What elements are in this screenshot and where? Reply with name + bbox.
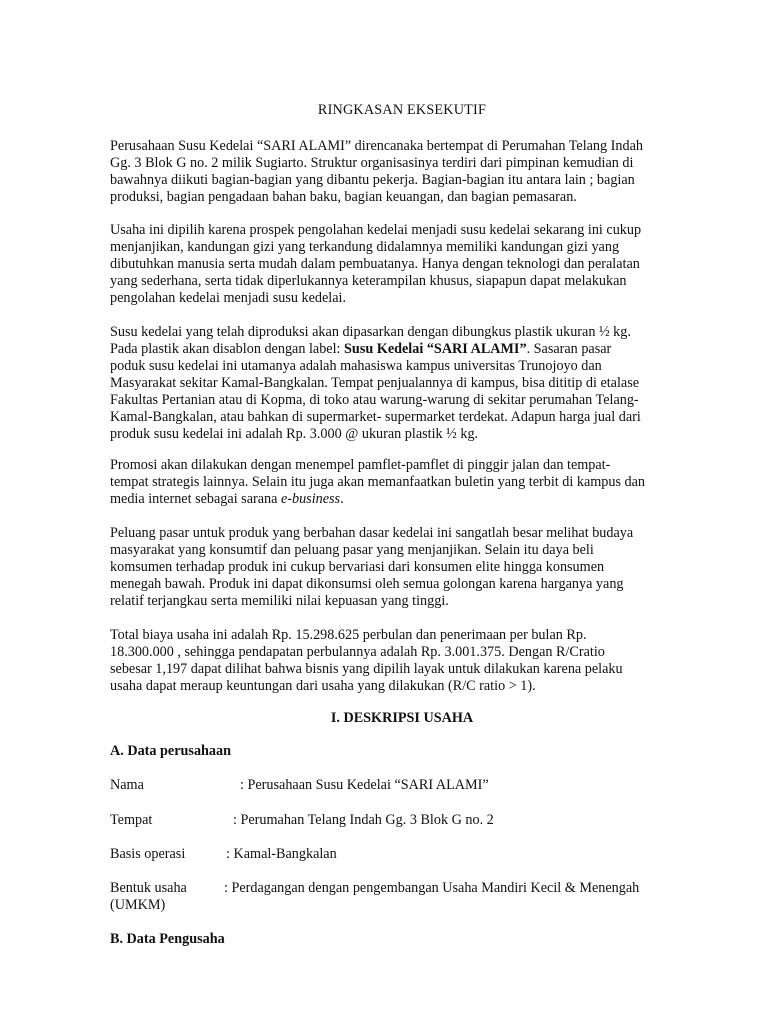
text-line: menegah bawah. Produk ini dapat dikonsumsi oleh semua golongan karena harganya yang: [110, 576, 624, 592]
text-line: poduk susu kedelai ini utamanya adalah mahasiswa kampus universitas Trunojoyo dan: [110, 358, 602, 374]
text-line: produksi, bagian pengadaan bahan baku, bagian keuangan, dan bagian pemasaran.: [110, 189, 577, 205]
field-label: Tempat: [110, 812, 153, 828]
paragraph-business-rationale: [110, 222, 710, 307]
field-label: Basis operasi: [110, 846, 186, 862]
text-line: Peluang pasar untuk produk yang berbahan dasar kedelai ini sangatlah besar melihat budaya: [110, 525, 634, 541]
text-segment: .: [340, 491, 344, 507]
subsection-title-entrepreneur-data: B. Data Pengusaha: [110, 931, 225, 947]
text-line: Fakultas Pertanian atau di Kopma, di toko atau warung-warung di sekitar perumahan Telang-: [110, 392, 639, 408]
field-value: : Perdagangan dengan pengembangan Usaha Mandiri Kecil & Menengah: [224, 880, 640, 896]
text-line: Susu kedelai yang telah diproduksi akan dipasarkan dengan dibungkus plastik ukuran ½ kg.: [110, 324, 631, 340]
text-line: Promosi akan dilakukan dengan menempel pamflet-pamflet di pinggir jalan dan tempat-: [110, 457, 611, 473]
subsection-title-company-data: A. Data perusahaan: [110, 743, 232, 759]
text-line: usaha dapat meraup keuntungan dari usaha yang dilakukan (R/C ratio > 1).: [110, 678, 536, 694]
text-line: [110, 491, 710, 508]
text-line: yang sederhana, serta tidak diperlukannya keterampilan khusus, siapapun dapat melakukan: [110, 273, 627, 289]
text-line: komsumen terhadap produk ini cukup bervariasi dari konsumen elite hingga konsumen: [110, 559, 605, 575]
text-line: Gg. 3 Blok G no. 2 milik Sugiarto. Struktur organisasinya terdiri dari pimpinan kemudian di: [110, 155, 634, 171]
field-value: : Perusahaan Susu Kedelai “SARI ALAMI”: [240, 777, 489, 793]
text-line: 18.300.000 , sehingga pendapatan perbulannya adalah Rp. 3.001.375. Dengan R/Cratio: [110, 644, 605, 660]
text-line: dibutuhkan manusia serta mudah dalam pembuatanya. Hanya dengan teknologi dan peralatan: [110, 256, 640, 272]
field-value: : Perumahan Telang Indah Gg. 3 Blok G no. 2: [233, 812, 494, 828]
text-segment: . Sasaran pasar: [526, 341, 612, 357]
paragraph-marketing: [110, 324, 710, 443]
text-line: Masyarakat sekitar Kamal-Bangkalan. Tempat penjualannya di kampus, bisa dititip di etalase: [110, 375, 640, 391]
text-segment: media internet sebagai sarana: [110, 491, 281, 507]
text-line: pengolahan kedelai menjadi susu kedelai.: [110, 290, 346, 306]
text-line: masyarakat yang konsumtif dan peluang pasar yang menjanjikan. Selain itu daya beli: [110, 542, 594, 558]
text-line: produk susu kedelai ini adalah Rp. 3.000 @ ukuran plastik ½ kg.: [110, 426, 479, 442]
product-label-bold: Susu Kedelai “SARI ALAMI”: [344, 341, 527, 357]
text-line: Usaha ini dipilih karena prospek pengolahan kedelai menjadi susu kedelai sekarang ini cukup: [110, 222, 642, 238]
text-line: sebesar 1,197 dapat dilihat bahwa bisnis yang dipilih layak untuk dilakukan karena pelaku: [110, 661, 623, 677]
field-label: Bentuk usaha: [110, 880, 187, 896]
text-line: relatif terjangkau serta memiliki nilai kepuasan yang tinggi.: [110, 593, 449, 609]
text-line: Perusahaan Susu Kedelai “SARI ALAMI” direncanaka bertempat di Perumahan Telang Indah: [110, 138, 643, 154]
paragraph-company-overview: [110, 138, 710, 206]
paragraph-financials: [110, 627, 710, 695]
text-line: Kamal-Bangkalan, atau bahkan di supermarket- supermarket terdekat. Adapun harga jual dari: [110, 409, 641, 425]
paragraph-market-opportunity: [110, 525, 710, 610]
field-label: Nama: [110, 777, 144, 793]
paragraph-promotion: [110, 457, 710, 508]
text-line: bawahnya diikuti bagian-bagian yang dibantu pekerja. Bagian-bagian itu antara lain ; bagian: [110, 172, 635, 188]
section-title: I. DESKRIPSI USAHA: [330, 710, 474, 726]
text-line: tempat strategis lainnya. Selain itu juga akan memanfaatkan buletin yang terbit di kampus dan: [110, 474, 646, 490]
text-line: Total biaya usaha ini adalah Rp. 15.298.625 perbulan dan penerimaan per bulan Rp.: [110, 627, 587, 643]
text-line: [110, 341, 710, 358]
field-value: : Kamal-Bangkalan: [226, 846, 337, 862]
ebusiness-italic: e-business: [280, 491, 341, 507]
text-line: menjanjikan, kandungan gizi yang terkandung didalamnya memiliki kandungan gizi yang: [110, 239, 620, 255]
text-segment: Pada plastik akan disablon dengan label:: [110, 341, 345, 357]
document-title: RINGKASAN EKSEKUTIF: [317, 102, 487, 118]
field-value-continued: (UMKM): [110, 897, 166, 913]
